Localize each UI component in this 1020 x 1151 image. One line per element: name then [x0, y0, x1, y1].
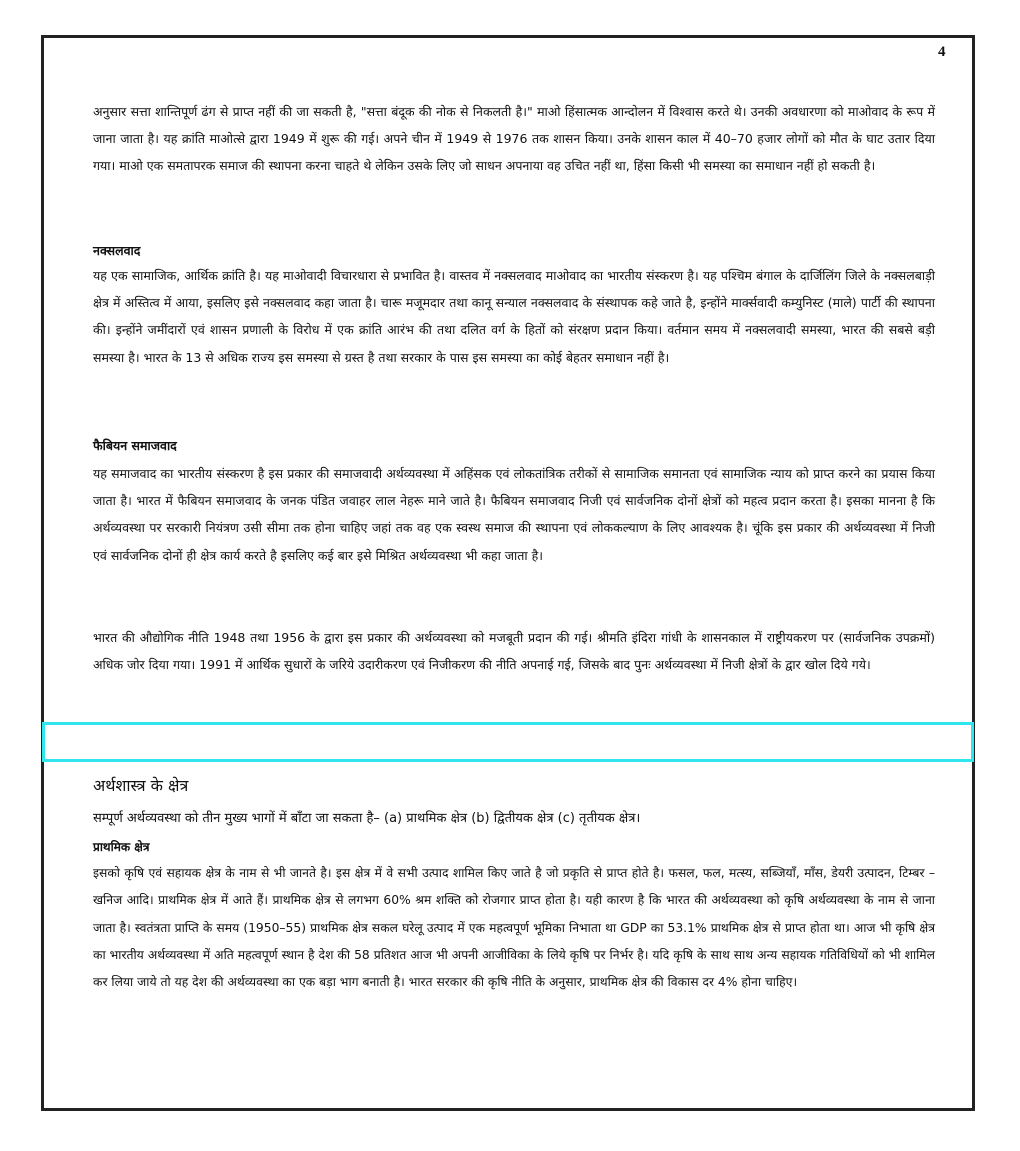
heading-fabian-socialism: फैबियन समाजवाद — [93, 438, 177, 453]
page-number: 4 — [938, 44, 946, 60]
heading-primary-sector: प्राथमिक क्षेत्र — [93, 840, 150, 854]
paragraph-maoism: अनुसार सत्ता शान्तिपूर्ण ढंग से प्राप्त नहीं की जा सकती है, "सत्ता बंदूक की नोक से निकलती है।" माओ हिंसात्मक आन्दोलन में विश्वास करते थे। उनकी अवधारणा को माओवाद के रूप में जाना जाता है। यह क्रांति माओत्से द्वारा 1949 में शुरू की गई। अपने चीन में 1949 से 1976 तक शासन किया। उनके शासन काल में 40–70 हजार लोगों को मौत के घाट उतार दिया गया। माओ एक समतापरक समाज की स्थापना करना चाहते थे लेकिन उसके लिए जो साधन अपनाया वह उचित नहीं था, हिंसा किसी भी समस्या का समाधान नहीं हो सकती है। — [93, 104, 935, 174]
paragraph-fabian-socialism: यह समाजवाद का भारतीय संस्करण है इस प्रकार की समाजवादी अर्थव्यवस्था में अहिंसक एवं लोकतांत्रिक तरीकों से सामाजिक समानता एवं सामाजिक न्याय को प्राप्त करने का प्रयास किया जाता है। भारत में फैबियन समाजवाद के जनक पंडित जवाहर लाल नेहरू माने जाते है। फैबियन समाजवाद निजी एवं सार्वजनिक दोनों क्षेत्रों को महत्व प्रदान करता है। इसका मानना है कि अर्थव्यवस्था पर सरकारी नियंत्रण उसी सीमा तक होना चाहिए जहां तक वह एक स्वस्थ समाज की स्थापना एवं लोककल्याण के लिए आवश्यक है। चूंकि इस प्रकार की अर्थव्यवस्था में निजी एवं सार्वजनिक दोनों ही क्षेत्र कार्य करते है इसलिए कई बार इसे मिश्रित अर्थव्यवस्था भी कहा जाता है। — [93, 466, 935, 563]
section-intro: सम्पूर्ण अर्थव्यवस्था को तीन मुख्य भागों में बाँटा जा सकता है– (a) प्राथमिक क्षेत्र (b) द्वितीयक क्षेत्र (c) तृतीयक क्षेत्र। — [93, 811, 641, 826]
paragraph-primary-sector: इसको कृषि एवं सहायक क्षेत्र के नाम से भी जानते है। इस क्षेत्र में वे सभी उत्पाद शामिल किए जाते है जो प्रकृति से प्राप्त होते है। फसल, फल, मत्स्य, सब्जियाँ, माँस, डेयरी उत्पादन, टिम्बर – खनिज आदि। प्राथमिक क्षेत्र में आते हैं। प्राथमिक क्षेत्र से लगभग 60% श्रम शक्ति को रोजगार प्राप्त होता है। यही कारण है कि भारत की अर्थव्यवस्था को कृषि अर्थव्यवस्था के नाम से जाना जाता है। स्वतंत्रता प्राप्ति के समय (1950–55) प्राथमिक क्षेत्र सकल घरेलू उत्पाद में एक महत्वपूर्ण भूमिका निभाता था GDP का 53.1% प्राथमिक क्षेत्र से प्राप्त होता था। आज भी कृषि क्षेत्र का भारतीय अर्थव्यवस्था में अति महत्वपूर्ण स्थान है देश की 58 प्रतिशत आज भी अपनी आजीविका के लिये कृषि पर निर्भर है। यदि कृषि के साथ साथ अन्य सहायक गतिविधियों को भी शामिल कर लिया जाये तो यह देश की अर्थव्यवस्था का एक बड़ा भाग बनाती है। भारत सरकार की कृषि नीति के अनुसार, प्राथमिक क्षेत्र की विकास दर 4% होना चाहिए। — [93, 866, 935, 990]
heading-naxalism: नक्सलवाद — [93, 243, 141, 258]
highlight-separator-box — [42, 722, 974, 762]
paragraph-naxalism: यह एक सामाजिक, आर्थिक क्रांति है। यह माओवादी विचारधारा से प्रभावित है। वास्तव में नक्सलवाद माओवाद का भारतीय संस्करण है। यह पश्चिम बंगाल के दार्जिलिंग जिले के नक्सलबाड़ी क्षेत्र में अस्तित्व में आया, इसलिए इसे नक्सलवाद कहा जाता है। चारू मजूमदार तथा कानू सन्याल नक्सलवाद के संस्थापक कहे जाते है, इन्होंने मार्क्सवादी कम्युनिस्ट (माले) पार्टी की स्थापना की। इन्होंने जमींदारों एवं शासन प्रणाली के विरोध में एक क्रांति आरंभ की तथा दलित वर्ग के हितों को संरक्षण प्रदान किया। वर्तमान समय में नक्सलवादी समस्या, भारत की सबसे बड़ी समस्या है। भारत के 13 से अधिक राज्य इस समस्या से ग्रस्त है तथा सरकार के पास इस समस्या का कोई बेहतर समाधान नहीं है। — [93, 268, 935, 365]
section-title: अर्थशास्त्र के क्षेत्र — [93, 776, 189, 795]
paragraph-industrial-policy: भारत की औद्योगिक नीति 1948 तथा 1956 के द्वारा इस प्रकार की अर्थव्यवस्था को मजबूती प्रदान की गई। श्रीमति इंदिरा गांधी के शासनकाल में राष्ट्रीयकरण पर (सार्वजनिक उपक्रमों) अधिक जोर दिया गया। 1991 में आर्थिक सुधारों के जरिये उदारीकरण एवं निजीकरण की नीति अपनाई गई, जिसके बाद पुनः अर्थव्यवस्था में निजी क्षेत्रों के द्वार खोल दिये गये। — [93, 630, 935, 673]
